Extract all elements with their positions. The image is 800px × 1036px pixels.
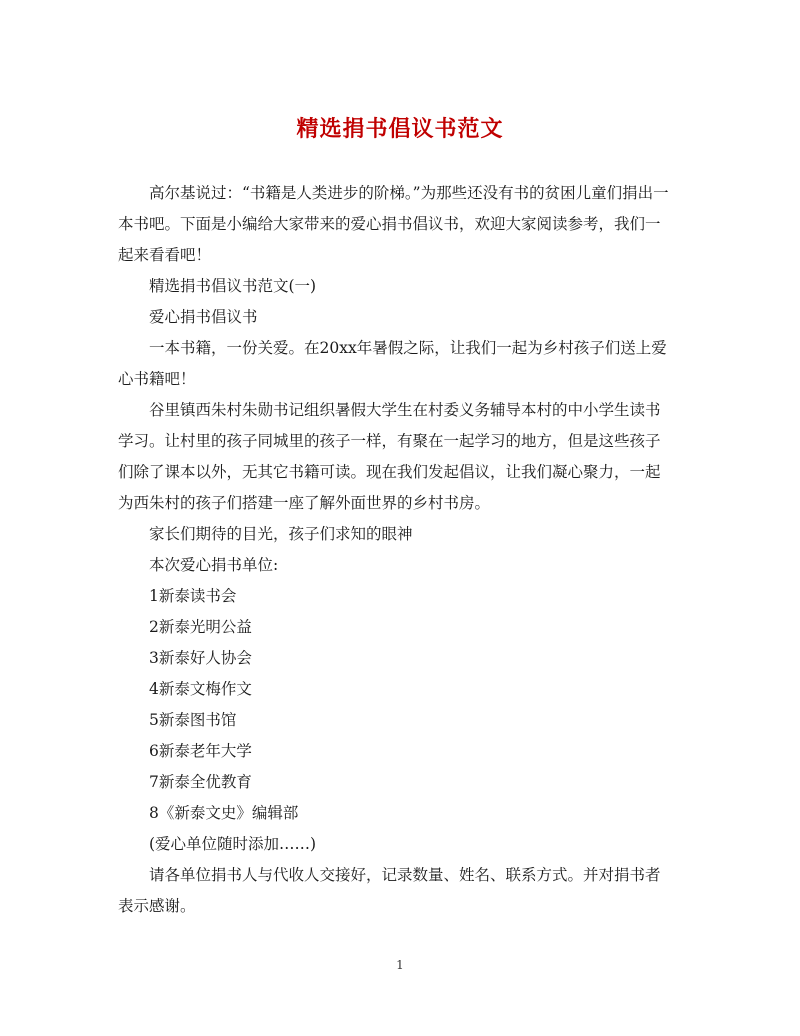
- list-item: 2新泰光明公益: [149, 618, 252, 636]
- paragraph: (爱心单位随时添加……): [149, 835, 317, 853]
- paragraph: 家长们期待的目光，孩子们求知的眼神: [149, 525, 413, 543]
- document-body: [118, 178, 674, 922]
- document-title: 精选捐书倡议书范文: [296, 116, 504, 142]
- paragraph: 请各单位捐书人与代收人交接好，记录数量、姓名、联系方式。并对捐书者表示感谢。: [118, 866, 661, 915]
- list-item: 5新泰图书馆: [149, 711, 237, 729]
- list-item: 1新泰读书会: [149, 587, 237, 605]
- list-item: 7新泰全优教育: [149, 773, 252, 791]
- paragraph: 高尔基说过：“书籍是人类进步的阶梯。”为那些还没有书的贫困儿童们捐出一本书吧。下面是小编给大家带来的爱心捐书倡议书，欢迎大家阅读参考，我们一起来看看吧！: [118, 184, 669, 264]
- paragraph: 爱心捐书倡议书: [149, 308, 258, 326]
- list-item: 4新泰文梅作文: [149, 680, 252, 698]
- paragraph: 一本书籍，一份关爱。在20xx年暑假之际，让我们一起为乡村孩子们送上爱心书籍吧！: [118, 339, 667, 388]
- paragraph: 精选捐书倡议书范文(一): [149, 277, 317, 295]
- paragraph: 本次爱心捐书单位:: [149, 556, 279, 574]
- page-number: 1: [396, 958, 404, 972]
- list-item: 6新泰老年大学: [149, 742, 252, 760]
- paragraph: 谷里镇西朱村朱勋书记组织暑假大学生在村委义务辅导本村的中小学生读书学习。让村里的孩子同城里的孩子一样，有聚在一起学习的地方，但是这些孩子们除了课本以外，无其它书籍可读。现在我们发起倡议，让我们凝心聚力，一起为西朱村的孩子们搭建一座了解外面世界的乡村书房。: [118, 401, 661, 512]
- list-item: 3新泰好人协会: [149, 649, 252, 667]
- list-item: 8《新泰文史》编辑部: [149, 804, 299, 822]
